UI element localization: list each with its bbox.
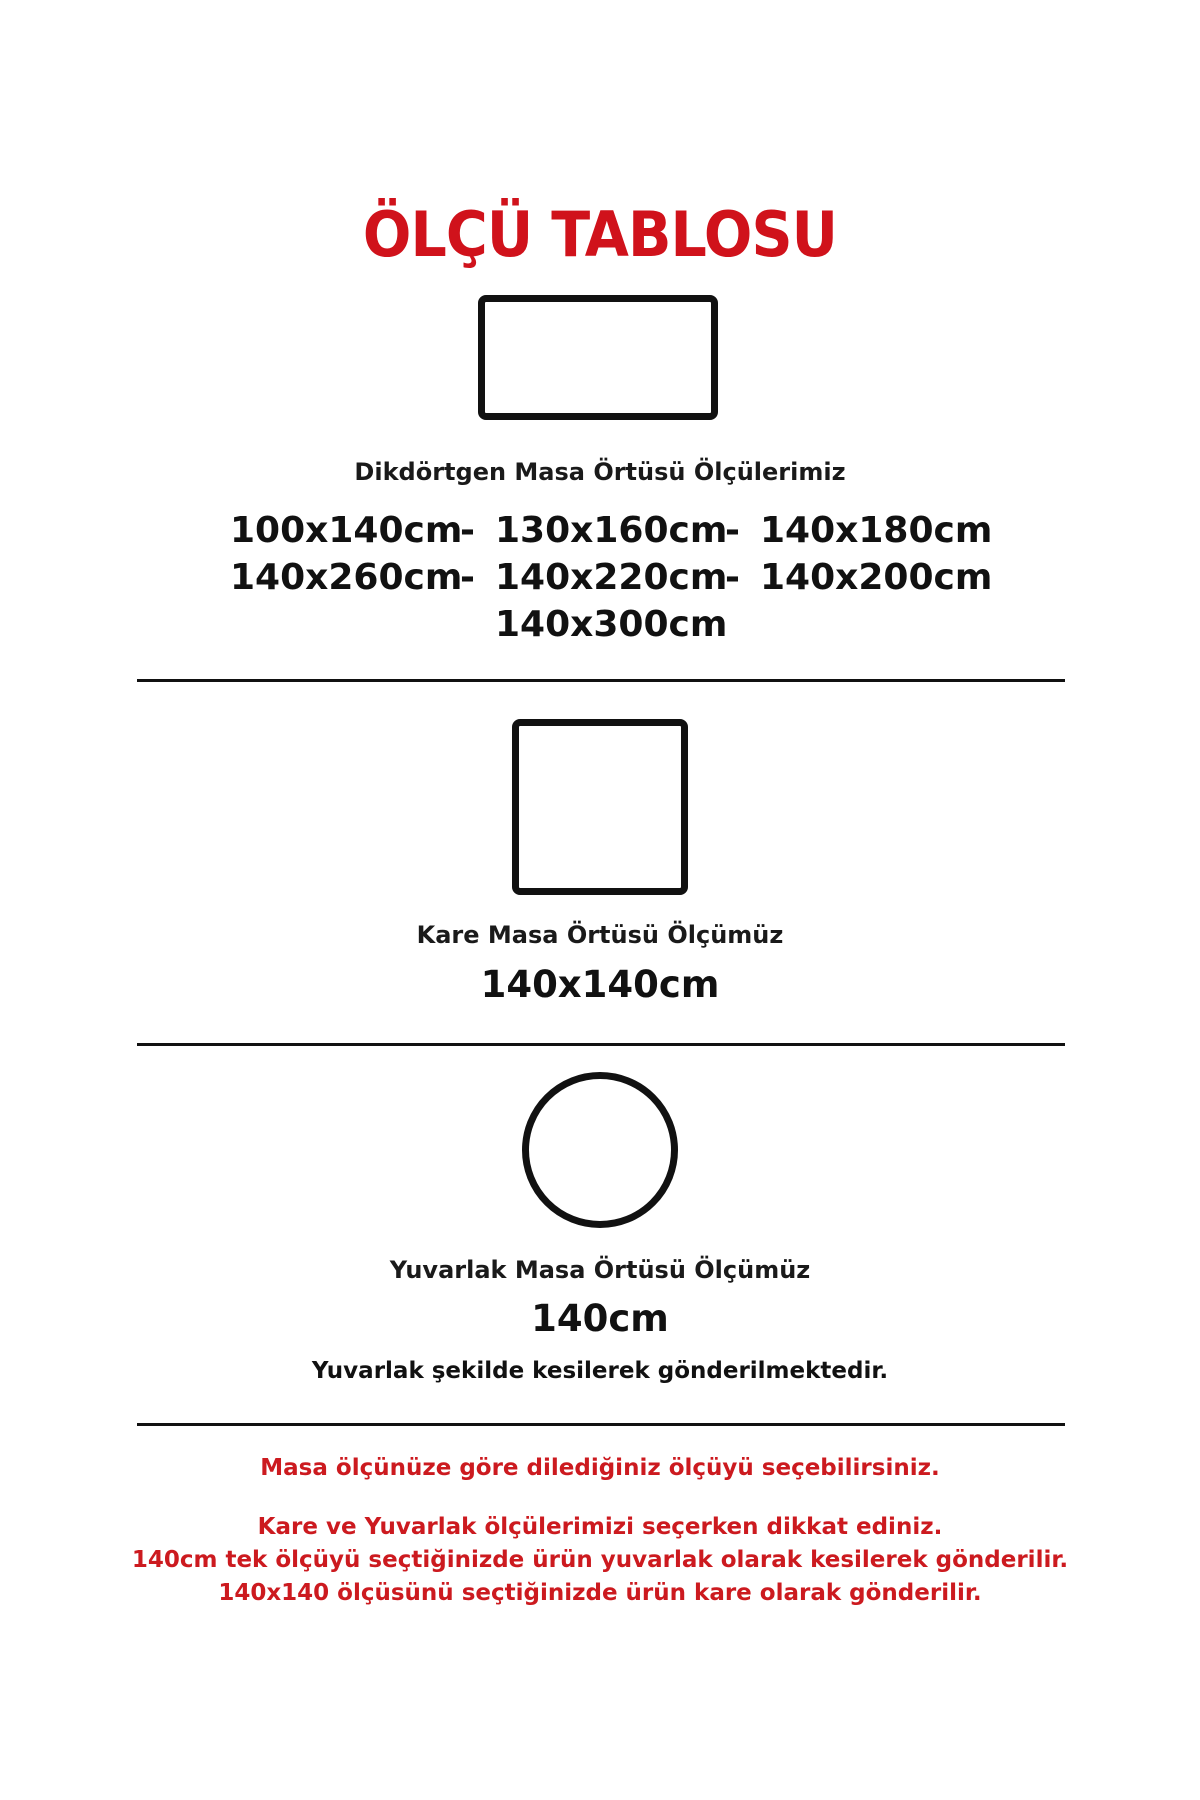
rectangle-size-row-3 — [0, 604, 1200, 645]
page-title: ÖLÇÜ TABLOSU — [362, 198, 838, 271]
section-divider — [137, 1423, 1065, 1426]
square-size: 140x140cm — [480, 963, 720, 1006]
size-option: 140x220cm — [495, 557, 728, 598]
size-option: 140x260cm — [230, 557, 463, 598]
rectangle-section-label: Dikdörtgen Masa Örtüsü Ölçülerimiz — [354, 458, 846, 486]
rectangle-size-row-2 — [0, 557, 1200, 598]
round-size: 140cm — [531, 1297, 669, 1340]
size-option: 140x200cm — [760, 557, 993, 598]
square-warning: 140x140 ölçüsünü seçtiğinizde ürün kare olarak gönderilir. — [218, 1580, 982, 1606]
section-divider — [137, 1043, 1065, 1046]
square-shape-icon — [512, 719, 688, 895]
square-section-label: Kare Masa Örtüsü Ölçümüz — [416, 921, 784, 949]
size-separator: - — [460, 510, 475, 551]
circle-shape-icon — [522, 1072, 678, 1228]
section-divider — [137, 679, 1065, 682]
rectangle-shape-icon — [478, 295, 718, 420]
round-section-label: Yuvarlak Masa Örtüsü Ölçümüz — [389, 1256, 811, 1284]
size-option: 130x160cm — [495, 510, 728, 551]
size-separator: - — [460, 557, 475, 598]
round-cut-note: Yuvarlak şekilde kesilerek gönderilmektedir. — [311, 1358, 889, 1384]
size-separator: - — [725, 510, 740, 551]
attention-note: Kare ve Yuvarlak ölçülerimizi seçerken dikkat ediniz. — [257, 1514, 943, 1540]
size-option: 140x300cm — [495, 604, 728, 645]
size-separator: - — [725, 557, 740, 598]
round-cut-warning: 140cm tek ölçüyü seçtiğinizde ürün yuvarlak olarak kesilerek gönderilir. — [131, 1547, 1069, 1573]
size-choice-note: Masa ölçünüze göre dilediğiniz ölçüyü seçebilirsiniz. — [260, 1455, 940, 1481]
size-option: 140x180cm — [760, 510, 993, 551]
rectangle-size-row-1 — [0, 510, 1200, 551]
size-option: 100x140cm — [230, 510, 463, 551]
